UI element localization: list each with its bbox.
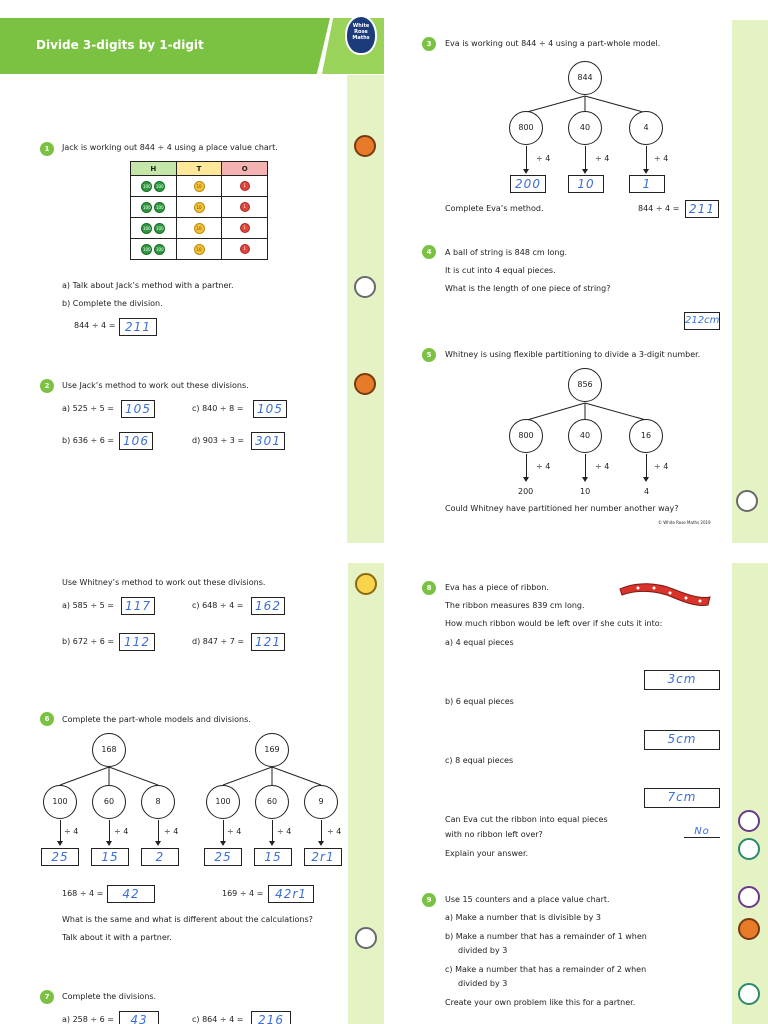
sheet-bottom-left (0, 563, 384, 1024)
q8-can-2: with no ribbon left over? (445, 830, 543, 839)
q3-complete: Complete Eva’s method. (445, 204, 544, 213)
answer-box[interactable]: 162 (251, 597, 285, 615)
reasoning-icon (354, 276, 376, 298)
question-number: 3 (422, 37, 436, 51)
divide-label: ÷ 4 (595, 154, 610, 163)
one-counter: 1 (240, 181, 250, 191)
answer-box[interactable]: 15 (254, 848, 292, 866)
reasoning-icon (738, 983, 760, 1005)
q4-line-2: It is cut into 4 equal pieces. (445, 266, 556, 275)
down-arrow (272, 820, 273, 842)
whole-circle: 168 (92, 733, 126, 767)
part-circle: 40 (568, 419, 602, 453)
ten-counter: 10 (194, 202, 205, 213)
part-circle: 60 (255, 785, 289, 819)
white-rose-logo (345, 15, 377, 55)
q2-item-c: c) 840 ÷ 8 = (192, 404, 244, 413)
q5-result: 10 (580, 487, 591, 496)
q5b-item-a: a) 585 ÷ 5 = (62, 601, 114, 610)
answer-box[interactable]: 112 (119, 633, 155, 651)
logo-line-2: Rose (354, 29, 368, 35)
ribbon-icon (618, 579, 718, 609)
hundred-counter: 100 (141, 244, 152, 255)
divide-label: ÷ 4 (277, 827, 292, 836)
q1-equation: 844 ÷ 4 = (74, 321, 116, 330)
reasoning-icon (738, 886, 760, 908)
q5b-item-d: d) 847 ÷ 7 = (192, 637, 245, 646)
q8-part-b: b) 6 equal pieces (445, 697, 514, 706)
one-counter: 1 (240, 223, 250, 233)
header-tens: T (176, 162, 222, 176)
answer-box[interactable]: 7cm (644, 788, 720, 808)
question-number: 1 (40, 142, 54, 156)
answer-box[interactable]: 105 (121, 400, 155, 418)
q2-item-a: a) 525 ÷ 5 = (62, 404, 114, 413)
q2-prompt: Use Jack’s method to work out these divisions. (62, 381, 249, 390)
q5-result: 200 (518, 487, 534, 496)
q8-can-1: Can Eva cut the ribbon into equal pieces (445, 815, 608, 824)
down-arrow (109, 820, 110, 842)
part-circle: 100 (206, 785, 240, 819)
part-circle: 8 (141, 785, 175, 819)
answer-box[interactable]: 10 (568, 175, 604, 193)
reasoning-icon (738, 810, 760, 832)
reasoning-icon (738, 838, 760, 860)
ten-counter: 10 (194, 244, 205, 255)
divide-label: ÷ 4 (227, 827, 242, 836)
table-row (131, 239, 268, 260)
sheet-top-left (0, 0, 384, 543)
down-arrow (223, 820, 224, 842)
answer-box[interactable]: 212cm (684, 312, 720, 330)
q4-line-1: A ball of string is 848 cm long. (445, 248, 568, 257)
header-hundreds: H (131, 162, 177, 176)
part-circle: 16 (629, 419, 663, 453)
part-circle: 60 (92, 785, 126, 819)
answer-box[interactable]: 42 (107, 885, 155, 903)
hundred-counter: 100 (141, 181, 152, 192)
q6-question-1: What is the same and what is different about the calculations? (62, 915, 313, 924)
hundred-counter: 100 (141, 202, 152, 213)
question-number: 7 (40, 990, 54, 1004)
q5-result: 4 (644, 487, 650, 496)
q8-line-2: The ribbon measures 839 cm long. (445, 601, 585, 610)
divide-label: ÷ 4 (327, 827, 342, 836)
q8-line-3: How much ribbon would be left over if she cuts it into: (445, 619, 663, 628)
answer-box[interactable]: 15 (91, 848, 129, 866)
answer-box[interactable]: 117 (121, 597, 155, 615)
divide-label: ÷ 4 (654, 462, 669, 471)
q5-question: Could Whitney have partitioned her number another way? (445, 504, 679, 513)
part-circle: 800 (509, 419, 543, 453)
divide-label: ÷ 4 (536, 154, 551, 163)
answer-box[interactable]: 2r1 (304, 848, 342, 866)
ten-counter: 10 (194, 223, 205, 234)
answer-box[interactable]: 1 (629, 175, 665, 193)
down-arrow (585, 454, 586, 478)
down-arrow (646, 454, 647, 478)
q6-question-2: Talk about it with a partner. (62, 933, 172, 942)
q5b-prompt: Use Whitney’s method to work out these divisions. (62, 578, 266, 587)
one-counter: 1 (240, 244, 250, 254)
down-arrow (321, 820, 322, 842)
whole-circle: 856 (568, 368, 602, 402)
answer-box[interactable]: 2 (141, 848, 179, 866)
copyright: © White Rose Maths 2019 (658, 520, 711, 525)
tools-icon (354, 135, 376, 157)
q9-part-c-2: divided by 3 (458, 979, 508, 988)
answer-box[interactable]: 106 (119, 432, 153, 450)
part-circle: 40 (568, 111, 602, 145)
part-circle: 800 (509, 111, 543, 145)
part-circle: 4 (629, 111, 663, 145)
q7-item-a: a) 258 ÷ 6 = (62, 1015, 114, 1024)
answer-box[interactable]: 105 (253, 400, 287, 418)
part-circle: 100 (43, 785, 77, 819)
answer-box[interactable]: 25 (204, 848, 242, 866)
answer-box[interactable]: 216 (251, 1011, 291, 1024)
ten-counter: 10 (194, 181, 205, 192)
logo-line-3: Maths (352, 35, 370, 41)
hundred-counter: 100 (141, 223, 152, 234)
header-ones: O (222, 162, 268, 176)
hundred-counter: 100 (154, 244, 165, 255)
logo-line-1: White (352, 23, 370, 29)
q7-item-c: c) 864 ÷ 4 = (192, 1015, 244, 1024)
q3-prompt: Eva is working out 844 ÷ 4 using a part-whole model. (445, 39, 661, 48)
page-title: Divide 3-digits by 1-digit (36, 38, 204, 52)
question-number: 4 (422, 245, 436, 259)
q2-item-d: d) 903 ÷ 3 = (192, 436, 245, 445)
q6-eq-2: 169 ÷ 4 = (222, 889, 264, 898)
q3-equation: 844 ÷ 4 = (638, 204, 680, 213)
q5-prompt: Whitney is using flexible partitioning to divide a 3-digit number. (445, 350, 701, 359)
q9-create: Create your own problem like this for a partner. (445, 998, 636, 1007)
q4-line-3: What is the length of one piece of string? (445, 284, 611, 293)
sheet-top-right (384, 0, 768, 543)
divide-label: ÷ 4 (64, 827, 79, 836)
tools-icon (354, 373, 376, 395)
q8-line-1: Eva has a piece of ribbon. (445, 583, 549, 592)
divide-label: ÷ 4 (595, 462, 610, 471)
table-row (131, 218, 268, 239)
down-arrow (526, 454, 527, 478)
q8-part-a: a) 4 equal pieces (445, 638, 514, 647)
q8-part-c: c) 8 equal pieces (445, 756, 514, 765)
hundred-counter: 100 (154, 181, 165, 192)
down-arrow (158, 820, 159, 842)
divide-label: ÷ 4 (536, 462, 551, 471)
divide-label: ÷ 4 (654, 154, 669, 163)
table-row (131, 197, 268, 218)
q9-part-c-1: c) Make a number that has a remainder of 2 when (445, 965, 647, 974)
answer-box[interactable]: 5cm (644, 730, 720, 750)
q5b-item-b: b) 672 ÷ 6 = (62, 637, 115, 646)
answer-box[interactable]: 25 (41, 848, 79, 866)
sheet-bottom-right (384, 563, 768, 1024)
q1-part-b: b) Complete the division. (62, 299, 163, 308)
place-value-chart (130, 161, 268, 260)
answer-box[interactable]: 121 (251, 633, 285, 651)
q8-can-answer[interactable]: No (684, 826, 720, 838)
question-number: 8 (422, 581, 436, 595)
q1-prompt: Jack is working out 844 ÷ 4 using a place value chart. (62, 143, 278, 152)
divide-label: ÷ 4 (164, 827, 179, 836)
q7-prompt: Complete the divisions. (62, 992, 157, 1001)
answer-box[interactable]: 211 (119, 318, 157, 336)
hundred-counter: 100 (154, 202, 165, 213)
hundred-counter: 100 (154, 223, 165, 234)
answer-box[interactable]: 211 (685, 200, 719, 218)
q9-part-b-1: b) Make a number that has a remainder of 1 when (445, 932, 647, 941)
q9-part-b-2: divided by 3 (458, 946, 508, 955)
q9-prompt: Use 15 counters and a place value chart. (445, 895, 610, 904)
q8-explain: Explain your answer. (445, 849, 529, 858)
q9-part-a: a) Make a number that is divisible by 3 (445, 913, 601, 922)
sidebar-strip (732, 563, 768, 1024)
divide-label: ÷ 4 (114, 827, 129, 836)
answer-box[interactable]: 301 (251, 432, 285, 450)
q2-item-b: b) 636 ÷ 6 = (62, 436, 115, 445)
answer-box[interactable]: 42r1 (268, 885, 314, 903)
answer-box[interactable]: 43 (119, 1011, 159, 1024)
q5-connectors (384, 0, 768, 543)
q5b-item-c: c) 648 ÷ 4 = (192, 601, 244, 610)
q6-prompt: Complete the part-whole models and divisions. (62, 715, 251, 724)
question-number: 5 (422, 348, 436, 362)
q1-part-a: a) Talk about Jack’s method with a partner. (62, 281, 234, 290)
answer-box[interactable]: 3cm (644, 670, 720, 690)
q6-eq-1: 168 ÷ 4 = (62, 889, 104, 898)
question-number: 9 (422, 893, 436, 907)
whole-circle: 169 (255, 733, 289, 767)
part-circle: 9 (304, 785, 338, 819)
question-number: 6 (40, 712, 54, 726)
question-number: 2 (40, 379, 54, 393)
down-arrow (60, 820, 61, 842)
answer-box[interactable]: 200 (510, 175, 546, 193)
one-counter: 1 (240, 202, 250, 212)
table-row (131, 176, 268, 197)
whole-circle: 844 (568, 61, 602, 95)
tools-icon (738, 918, 760, 940)
